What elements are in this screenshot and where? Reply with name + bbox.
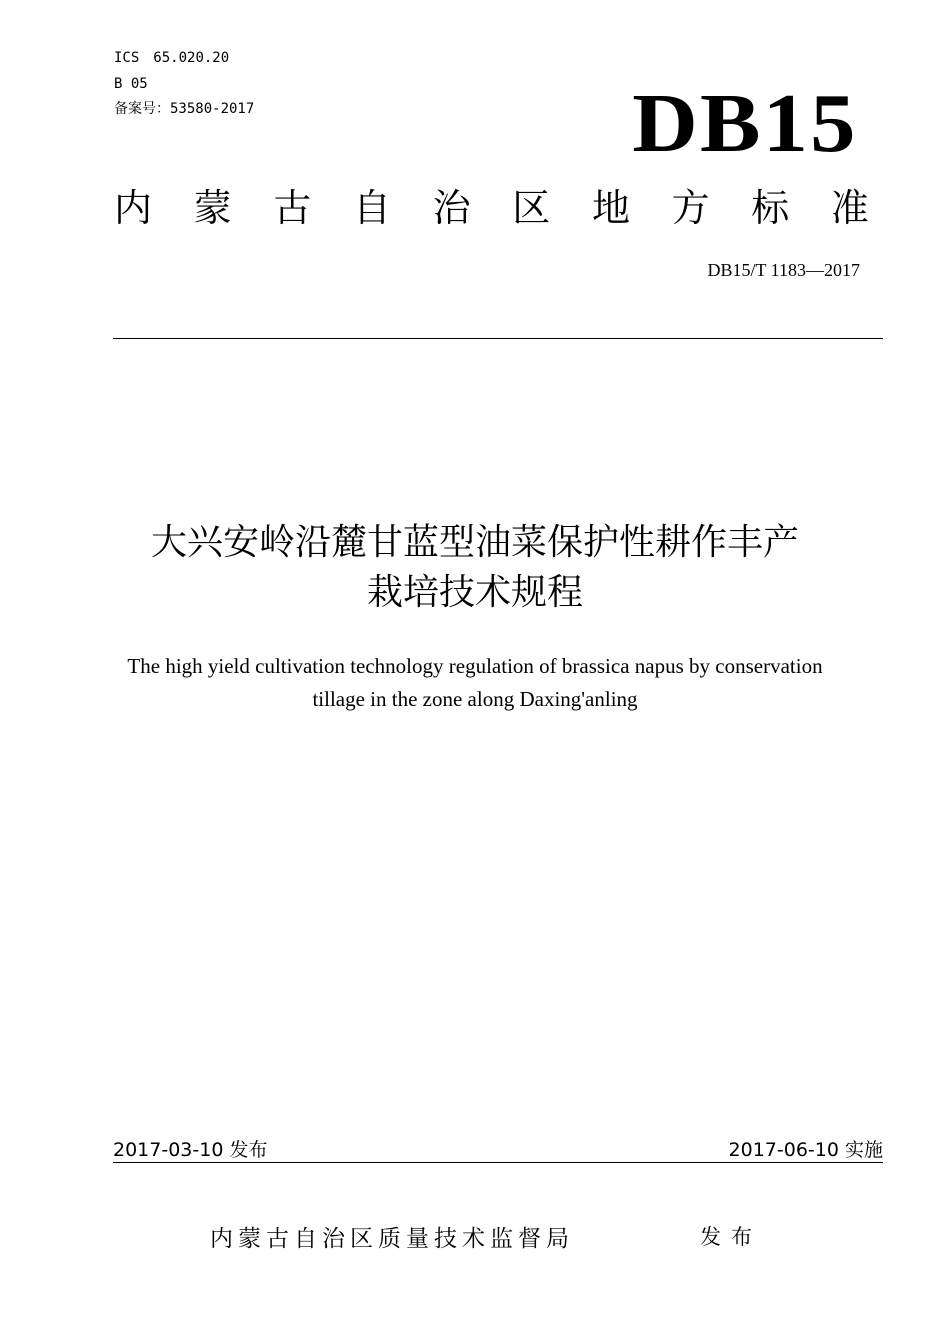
publisher-name: 内蒙古自治区质量技术监督局 [210, 1226, 574, 1252]
standard-type-char: 自 [352, 186, 391, 230]
filing-number: 53580-2017 [170, 101, 255, 117]
ics-label: ICS [114, 50, 140, 66]
implementation-date: 2017-06-10 实施 [728, 1139, 883, 1161]
standard-type-char: 内 [114, 186, 153, 230]
db15-logo: DB15 [632, 77, 858, 170]
standard-type-char: 古 [273, 186, 312, 230]
header-divider [113, 338, 883, 339]
ics-classification [114, 50, 229, 66]
title-chinese-line-1: 大兴安岭沿麓甘蓝型油菜保护性耕作丰产 [150, 522, 799, 563]
standard-type-char: 地 [591, 186, 630, 230]
filing-record [114, 101, 254, 117]
publish-label: 发布 [700, 1225, 762, 1249]
ccs-code: B 05 [114, 76, 148, 92]
ics-code: 65.020.20 [153, 50, 230, 66]
standard-type-char: 区 [512, 186, 551, 230]
standard-type-char: 治 [432, 186, 471, 230]
footer-divider [113, 1162, 883, 1163]
filing-label: 备案号： [114, 101, 170, 117]
standard-type-char: 准 [830, 186, 869, 230]
title-english [90, 650, 860, 716]
title-english-line-1: The high yield cultivation technology regulation of brassica napus by conservation [127, 654, 823, 678]
title-chinese [80, 518, 870, 618]
standard-type-char: 方 [671, 186, 710, 230]
standard-type-heading [114, 186, 869, 230]
standard-type-char: 标 [751, 186, 790, 230]
title-english-line-2: tillage in the zone along Daxing'anling [312, 687, 638, 711]
publish-date: 2017-03-10 发布 [113, 1139, 268, 1161]
standard-type-char: 蒙 [193, 186, 232, 230]
standard-number: DB15/T 1183—2017 [707, 260, 860, 280]
title-chinese-line-2: 栽培技术规程 [366, 572, 583, 613]
